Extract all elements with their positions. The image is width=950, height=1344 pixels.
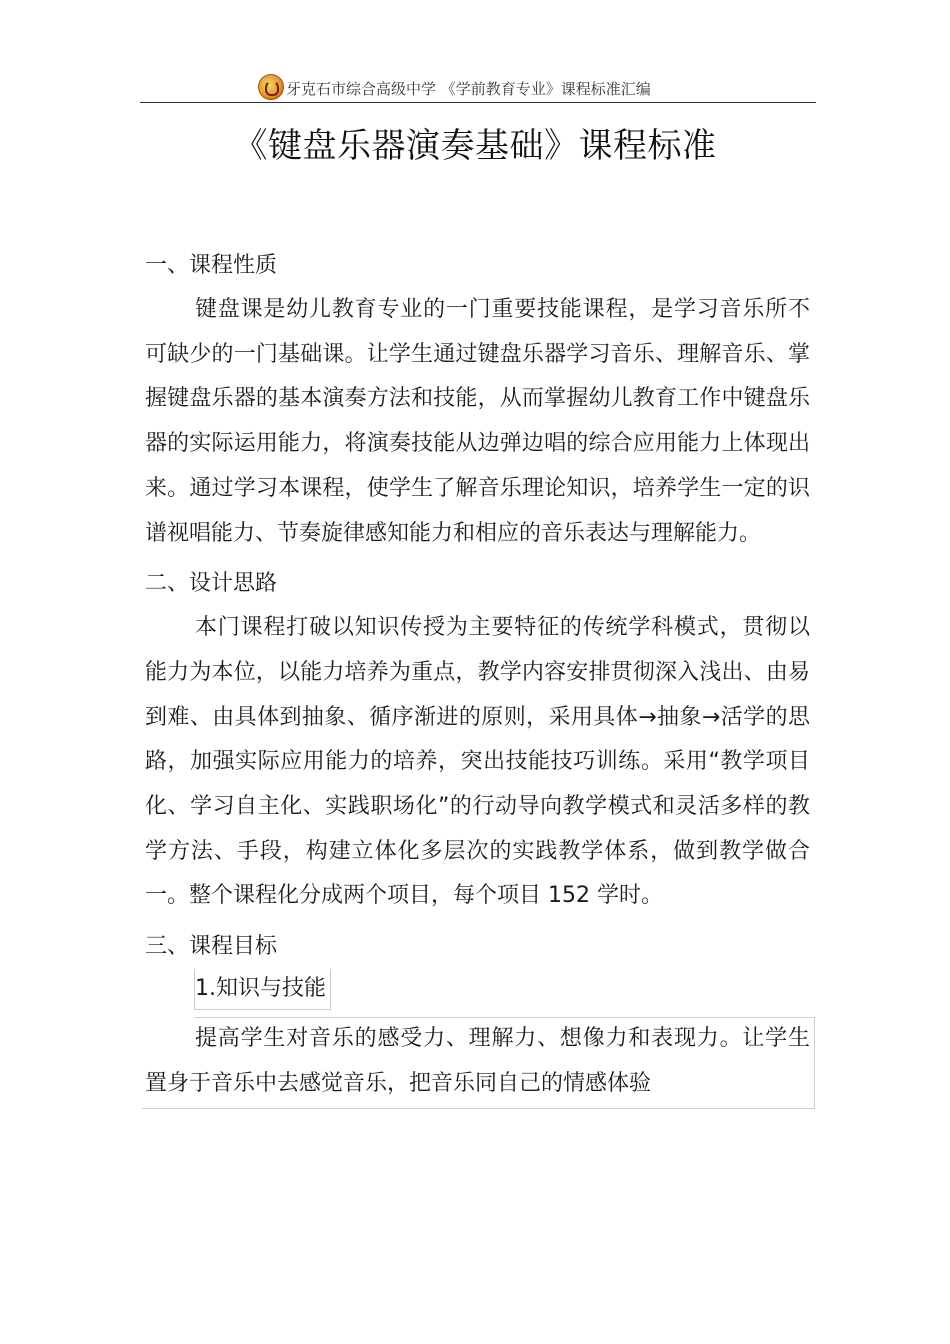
section-paragraph-design: 本门课程打破以知识传授为主要特征的传统学科模式，贯彻以能力为本位，以能力培养为重点，教学内容安排贯彻深入浅出、由易到难、由具体到抽象、循序渐进的原则，采用具体→抽象→活学的思路，加强实际应用能力的培养，突出技能技巧训练。采用“教学项目化、学习自主化、实践职场化”的行动导向教学模式和灵活多样的教学方法、手段，构建立体化多层次的实践教学体系，做到教学做合一。整个课程化分成两个项目，每个项目 152 学时。 — [145, 615, 810, 909]
subheading-box — [145, 969, 810, 1015]
subheading-knowledge-skills: 1.知识与技能 — [194, 969, 331, 1010]
page-title: 《键盘乐器演奏基础》课程标准 — [233, 126, 717, 166]
goals-paragraph-box — [145, 1017, 810, 1106]
header-text: 牙克石市综合高级中学 《学前教育专业》课程标准汇编 — [286, 80, 651, 98]
section-paragraph-goals: 提高学生对音乐的感受力、理解力、想像力和表现力。让学生置身于音乐中去感觉音乐，把音乐同自己的情感体验 — [145, 1026, 810, 1096]
school-logo-icon — [258, 74, 284, 100]
section-paragraph-nature: 键盘课是幼儿教育专业的一门重要技能课程，是学习音乐所不可缺少的一门基础课。让学生通过键盘乐器学习音乐、理解音乐、掌握键盘乐器的基本演奏方法和技能，从而掌握幼儿教育工作中键盘乐器的实际运用能力，将演奏技能从边弹边唱的综合应用能力上体现出来。通过学习本课程，使学生了解音乐理论知识，培养学生一定的识谱视唱能力、节奏旋律感知能力和相应的音乐表达与理解能力。 — [145, 297, 810, 546]
section-heading-design: 二、设计思路 — [145, 571, 278, 597]
section-heading-nature: 一、课程性质 — [145, 253, 278, 278]
document-body — [145, 243, 810, 1107]
section-heading-goals: 三、课程目标 — [145, 934, 278, 960]
page-header — [140, 72, 816, 103]
